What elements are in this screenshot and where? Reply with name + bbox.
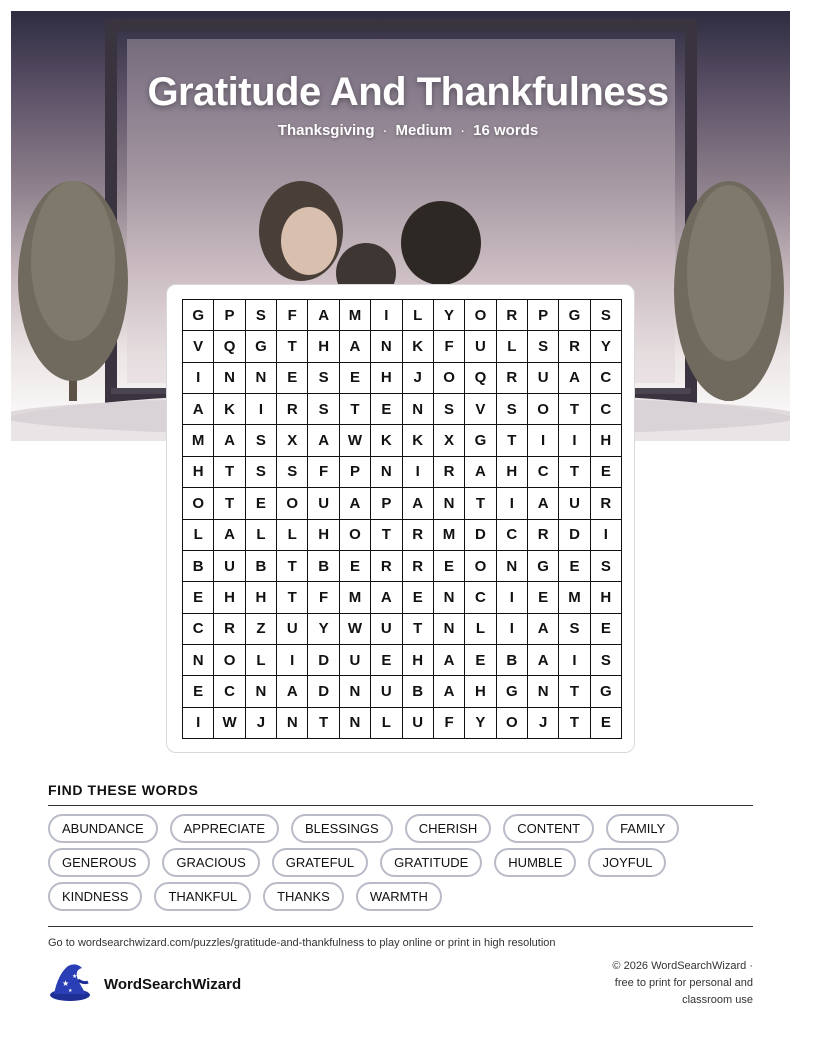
word-bank — [48, 814, 758, 911]
difficulty-label: Medium — [395, 122, 453, 139]
grid-cell[interactable]: A — [528, 645, 559, 676]
grid-cell[interactable]: F — [308, 457, 339, 488]
grid-cell[interactable]: K — [371, 425, 402, 456]
grid-cell[interactable]: K — [403, 331, 434, 362]
grid-cell[interactable]: G — [497, 676, 528, 707]
grid-cell[interactable]: N — [528, 676, 559, 707]
grid-cell[interactable]: S — [591, 645, 622, 676]
grid-cell[interactable]: H — [214, 582, 245, 613]
grid-cell[interactable]: A — [308, 300, 339, 331]
word-pill[interactable]: FAMILY — [606, 814, 679, 843]
grid-cell[interactable]: A — [528, 488, 559, 519]
letter-grid — [182, 299, 622, 739]
grid-cell[interactable]: T — [277, 551, 308, 582]
grid-cell[interactable]: V — [183, 331, 214, 362]
grid-cell[interactable]: A — [371, 582, 402, 613]
grid-cell[interactable]: E — [183, 676, 214, 707]
grid-cell[interactable]: N — [371, 457, 402, 488]
grid-cell[interactable]: T — [559, 394, 590, 425]
grid-cell[interactable]: Q — [465, 363, 496, 394]
grid-cell[interactable]: U — [277, 614, 308, 645]
grid-cell[interactable]: U — [214, 551, 245, 582]
grid-cell[interactable]: C — [183, 614, 214, 645]
separator: · — [382, 122, 388, 139]
grid-cell[interactable]: T — [559, 457, 590, 488]
grid-cell[interactable]: N — [434, 488, 465, 519]
word-pill[interactable]: GENEROUS — [48, 848, 150, 877]
grid-cell[interactable]: N — [371, 331, 402, 362]
grid-cell[interactable]: O — [465, 551, 496, 582]
grid-cell[interactable]: E — [277, 363, 308, 394]
word-pill[interactable]: CHERISH — [405, 814, 492, 843]
grid-cell[interactable]: A — [403, 488, 434, 519]
grid-cell[interactable]: U — [559, 488, 590, 519]
grid-cell[interactable]: N — [277, 708, 308, 739]
puzzle-meta — [0, 122, 816, 139]
grid-cell[interactable]: S — [591, 300, 622, 331]
grid-cell[interactable]: E — [528, 582, 559, 613]
grid-cell[interactable]: T — [214, 488, 245, 519]
grid-cell[interactable]: M — [559, 582, 590, 613]
grid-cell[interactable]: F — [434, 708, 465, 739]
grid-cell[interactable]: L — [465, 614, 496, 645]
grid-cell[interactable]: D — [308, 645, 339, 676]
grid-cell[interactable]: L — [277, 520, 308, 551]
grid-cell[interactable]: Y — [465, 708, 496, 739]
grid-cell[interactable]: F — [434, 331, 465, 362]
grid-cell[interactable]: N — [497, 551, 528, 582]
copyright-line: © 2026 WordSearchWizard · — [612, 960, 753, 972]
grid-cell[interactable]: N — [183, 645, 214, 676]
grid-cell[interactable]: S — [246, 425, 277, 456]
grid-cell[interactable]: C — [497, 520, 528, 551]
grid-cell[interactable]: G — [465, 425, 496, 456]
word-pill[interactable]: KINDNESS — [48, 882, 142, 911]
grid-cell[interactable]: I — [277, 645, 308, 676]
grid-cell[interactable]: R — [403, 551, 434, 582]
grid-cell[interactable]: T — [371, 520, 402, 551]
grid-cell[interactable]: H — [183, 457, 214, 488]
grid-cell[interactable]: S — [246, 457, 277, 488]
grid-cell[interactable]: C — [465, 582, 496, 613]
brand-logo[interactable] — [48, 962, 241, 1007]
grid-cell[interactable]: Y — [434, 300, 465, 331]
grid-cell[interactable]: G — [183, 300, 214, 331]
svg-text:★: ★ — [62, 979, 70, 988]
svg-text:★: ★ — [72, 973, 78, 980]
grid-cell[interactable]: R — [559, 331, 590, 362]
grid-cell[interactable]: S — [497, 394, 528, 425]
grid-cell[interactable]: N — [403, 394, 434, 425]
grid-cell[interactable]: T — [403, 614, 434, 645]
grid-cell[interactable]: O — [528, 394, 559, 425]
grid-cell[interactable]: I — [528, 425, 559, 456]
grid-cell[interactable]: Z — [246, 614, 277, 645]
grid-cell[interactable]: E — [465, 645, 496, 676]
word-count-label: 16 words — [473, 122, 539, 139]
word-pill[interactable]: ABUNDANCE — [48, 814, 158, 843]
puzzle-card — [166, 284, 635, 753]
grid-cell[interactable]: L — [246, 645, 277, 676]
grid-cell[interactable]: U — [371, 614, 402, 645]
grid-cell[interactable]: N — [434, 582, 465, 613]
grid-cell[interactable]: E — [403, 582, 434, 613]
grid-cell[interactable]: R — [497, 300, 528, 331]
grid-cell[interactable]: E — [340, 551, 371, 582]
grid-cell[interactable]: I — [371, 300, 402, 331]
grid-cell[interactable]: S — [434, 394, 465, 425]
grid-cell[interactable]: R — [403, 520, 434, 551]
grid-cell[interactable]: R — [214, 614, 245, 645]
grid-cell[interactable]: I — [497, 488, 528, 519]
grid-cell[interactable]: N — [434, 614, 465, 645]
grid-cell[interactable]: D — [308, 676, 339, 707]
grid-cell[interactable]: G — [528, 551, 559, 582]
word-bank-heading: FIND THESE WORDS — [48, 782, 199, 798]
grid-cell[interactable]: R — [497, 363, 528, 394]
word-pill[interactable]: GRATITUDE — [380, 848, 482, 877]
word-pill[interactable]: CONTENT — [503, 814, 594, 843]
footer-url-text: Go to wordsearchwizard.com/puzzles/gratitude-and-thankfulness to play online or print in high resolution — [48, 937, 556, 949]
grid-cell[interactable]: R — [371, 551, 402, 582]
grid-cell[interactable]: J — [528, 708, 559, 739]
grid-cell[interactable]: H — [497, 457, 528, 488]
grid-cell[interactable]: U — [403, 708, 434, 739]
grid-cell[interactable]: A — [434, 676, 465, 707]
grid-cell[interactable]: B — [183, 551, 214, 582]
category-label: Thanksgiving — [277, 122, 375, 139]
word-pill[interactable]: BLESSINGS — [291, 814, 393, 843]
grid-cell[interactable]: S — [591, 551, 622, 582]
grid-cell[interactable]: P — [340, 457, 371, 488]
grid-cell[interactable]: I — [183, 708, 214, 739]
grid-cell[interactable]: U — [465, 331, 496, 362]
word-pill[interactable]: THANKS — [263, 882, 344, 911]
grid-cell[interactable]: B — [497, 645, 528, 676]
grid-cell[interactable]: A — [214, 425, 245, 456]
word-pill[interactable]: HUMBLE — [494, 848, 576, 877]
grid-cell[interactable]: D — [559, 520, 590, 551]
grid-cell[interactable]: L — [371, 708, 402, 739]
grid-cell[interactable]: F — [277, 300, 308, 331]
grid-cell[interactable]: Q — [214, 331, 245, 362]
grid-cell[interactable]: A — [183, 394, 214, 425]
grid-cell[interactable]: N — [340, 708, 371, 739]
grid-cell[interactable]: P — [528, 300, 559, 331]
grid-cell[interactable]: M — [340, 300, 371, 331]
grid-cell[interactable]: L — [403, 300, 434, 331]
copyright-line: free to print for personal and — [614, 977, 753, 989]
grid-cell[interactable]: D — [465, 520, 496, 551]
grid-cell[interactable]: T — [559, 676, 590, 707]
grid-cell[interactable]: L — [183, 520, 214, 551]
grid-cell[interactable]: S — [308, 363, 339, 394]
grid-cell[interactable]: G — [246, 331, 277, 362]
grid-cell[interactable]: B — [308, 551, 339, 582]
grid-cell[interactable]: K — [214, 394, 245, 425]
grid-cell[interactable]: T — [340, 394, 371, 425]
grid-cell[interactable]: K — [403, 425, 434, 456]
grid-cell[interactable]: T — [497, 425, 528, 456]
puzzle-title: Gratitude And Thankfulness — [147, 70, 669, 114]
wizard-hat-icon — [48, 962, 92, 1007]
grid-cell[interactable]: P — [371, 488, 402, 519]
grid-cell[interactable]: O — [277, 488, 308, 519]
grid-cell[interactable]: I — [559, 425, 590, 456]
grid-cell[interactable]: U — [308, 488, 339, 519]
grid-cell[interactable]: E — [246, 488, 277, 519]
grid-cell[interactable]: N — [246, 676, 277, 707]
grid-cell[interactable]: T — [308, 708, 339, 739]
grid-cell[interactable]: U — [340, 645, 371, 676]
grid-cell[interactable]: T — [465, 488, 496, 519]
divider — [48, 805, 753, 806]
grid-cell[interactable]: M — [183, 425, 214, 456]
grid-cell[interactable]: A — [559, 363, 590, 394]
grid-cell[interactable]: E — [559, 551, 590, 582]
grid-cell[interactable]: A — [308, 425, 339, 456]
grid-cell[interactable]: A — [340, 488, 371, 519]
divider — [48, 926, 753, 927]
grid-cell[interactable]: O — [183, 488, 214, 519]
grid-cell[interactable]: I — [497, 582, 528, 613]
grid-cell[interactable]: W — [214, 708, 245, 739]
grid-cell[interactable]: M — [340, 582, 371, 613]
grid-cell[interactable]: O — [497, 708, 528, 739]
separator: · — [460, 122, 466, 139]
grid-cell[interactable]: Y — [308, 614, 339, 645]
grid-cell[interactable]: S — [277, 457, 308, 488]
grid-cell[interactable]: A — [277, 676, 308, 707]
grid-cell[interactable]: B — [403, 676, 434, 707]
grid-cell[interactable]: J — [403, 363, 434, 394]
grid-cell[interactable]: A — [214, 520, 245, 551]
grid-cell[interactable]: S — [308, 394, 339, 425]
grid-cell[interactable]: H — [465, 676, 496, 707]
grid-cell[interactable]: C — [591, 363, 622, 394]
grid-cell[interactable]: T — [214, 457, 245, 488]
grid-cell[interactable]: E — [371, 645, 402, 676]
grid-cell[interactable]: J — [246, 708, 277, 739]
grid-cell[interactable]: C — [591, 394, 622, 425]
grid-cell[interactable]: C — [528, 457, 559, 488]
grid-cell[interactable]: O — [465, 300, 496, 331]
grid-cell[interactable]: H — [591, 425, 622, 456]
grid-cell[interactable]: H — [308, 520, 339, 551]
grid-cell[interactable]: G — [591, 676, 622, 707]
grid-cell[interactable]: I — [591, 520, 622, 551]
svg-text:★: ★ — [68, 988, 73, 994]
grid-cell[interactable]: O — [340, 520, 371, 551]
grid-cell[interactable]: W — [340, 614, 371, 645]
grid-cell[interactable]: O — [214, 645, 245, 676]
grid-cell[interactable]: E — [371, 394, 402, 425]
grid-cell[interactable]: I — [183, 363, 214, 394]
grid-cell[interactable]: Y — [591, 331, 622, 362]
grid-cell[interactable]: G — [559, 300, 590, 331]
grid-cell[interactable]: A — [528, 614, 559, 645]
grid-cell[interactable]: H — [371, 363, 402, 394]
grid-cell[interactable]: I — [497, 614, 528, 645]
grid-cell[interactable]: S — [559, 614, 590, 645]
grid-cell[interactable]: R — [528, 520, 559, 551]
grid-cell[interactable]: I — [246, 394, 277, 425]
grid-cell[interactable]: L — [497, 331, 528, 362]
grid-cell[interactable]: P — [214, 300, 245, 331]
grid-cell[interactable]: O — [434, 363, 465, 394]
grid-cell[interactable]: H — [403, 645, 434, 676]
grid-cell[interactable]: X — [434, 425, 465, 456]
word-pill[interactable]: WARMTH — [356, 882, 442, 911]
grid-cell[interactable]: H — [591, 582, 622, 613]
grid-cell[interactable]: B — [246, 551, 277, 582]
word-pill[interactable]: APPRECIATE — [170, 814, 279, 843]
word-pill[interactable]: GRACIOUS — [162, 848, 259, 877]
grid-cell[interactable]: T — [559, 708, 590, 739]
grid-cell[interactable]: A — [340, 331, 371, 362]
grid-cell[interactable]: A — [465, 457, 496, 488]
grid-cell[interactable]: X — [277, 425, 308, 456]
grid-cell[interactable]: H — [308, 331, 339, 362]
grid-cell[interactable]: S — [528, 331, 559, 362]
word-pill[interactable]: JOYFUL — [588, 848, 666, 877]
grid-cell[interactable]: N — [340, 676, 371, 707]
grid-cell[interactable]: S — [246, 300, 277, 331]
grid-cell[interactable]: R — [434, 457, 465, 488]
grid-cell[interactable]: V — [465, 394, 496, 425]
grid-cell[interactable]: M — [434, 520, 465, 551]
grid-cell[interactable]: F — [308, 582, 339, 613]
grid-cell[interactable]: C — [214, 676, 245, 707]
grid-cell[interactable]: R — [277, 394, 308, 425]
grid-cell[interactable]: N — [214, 363, 245, 394]
grid-cell[interactable]: W — [340, 425, 371, 456]
grid-cell[interactable]: E — [434, 551, 465, 582]
grid-cell[interactable]: E — [340, 363, 371, 394]
grid-cell[interactable]: A — [434, 645, 465, 676]
grid-cell[interactable]: E — [591, 457, 622, 488]
copyright-line: classroom use — [682, 994, 753, 1006]
grid-cell[interactable]: T — [277, 331, 308, 362]
grid-cell[interactable]: T — [277, 582, 308, 613]
grid-cell[interactable]: R — [591, 488, 622, 519]
copyright-text — [553, 958, 753, 1009]
grid-cell[interactable]: E — [591, 614, 622, 645]
grid-cell[interactable]: N — [246, 363, 277, 394]
grid-cell[interactable]: L — [246, 520, 277, 551]
grid-cell[interactable]: I — [403, 457, 434, 488]
word-pill[interactable]: GRATEFUL — [272, 848, 368, 877]
grid-cell[interactable]: H — [246, 582, 277, 613]
word-pill[interactable]: THANKFUL — [154, 882, 251, 911]
brand-name: WordSearchWizard — [104, 976, 242, 993]
grid-cell[interactable]: I — [559, 645, 590, 676]
grid-cell[interactable]: U — [371, 676, 402, 707]
grid-cell[interactable]: E — [591, 708, 622, 739]
grid-cell[interactable]: U — [528, 363, 559, 394]
grid-cell[interactable]: E — [183, 582, 214, 613]
